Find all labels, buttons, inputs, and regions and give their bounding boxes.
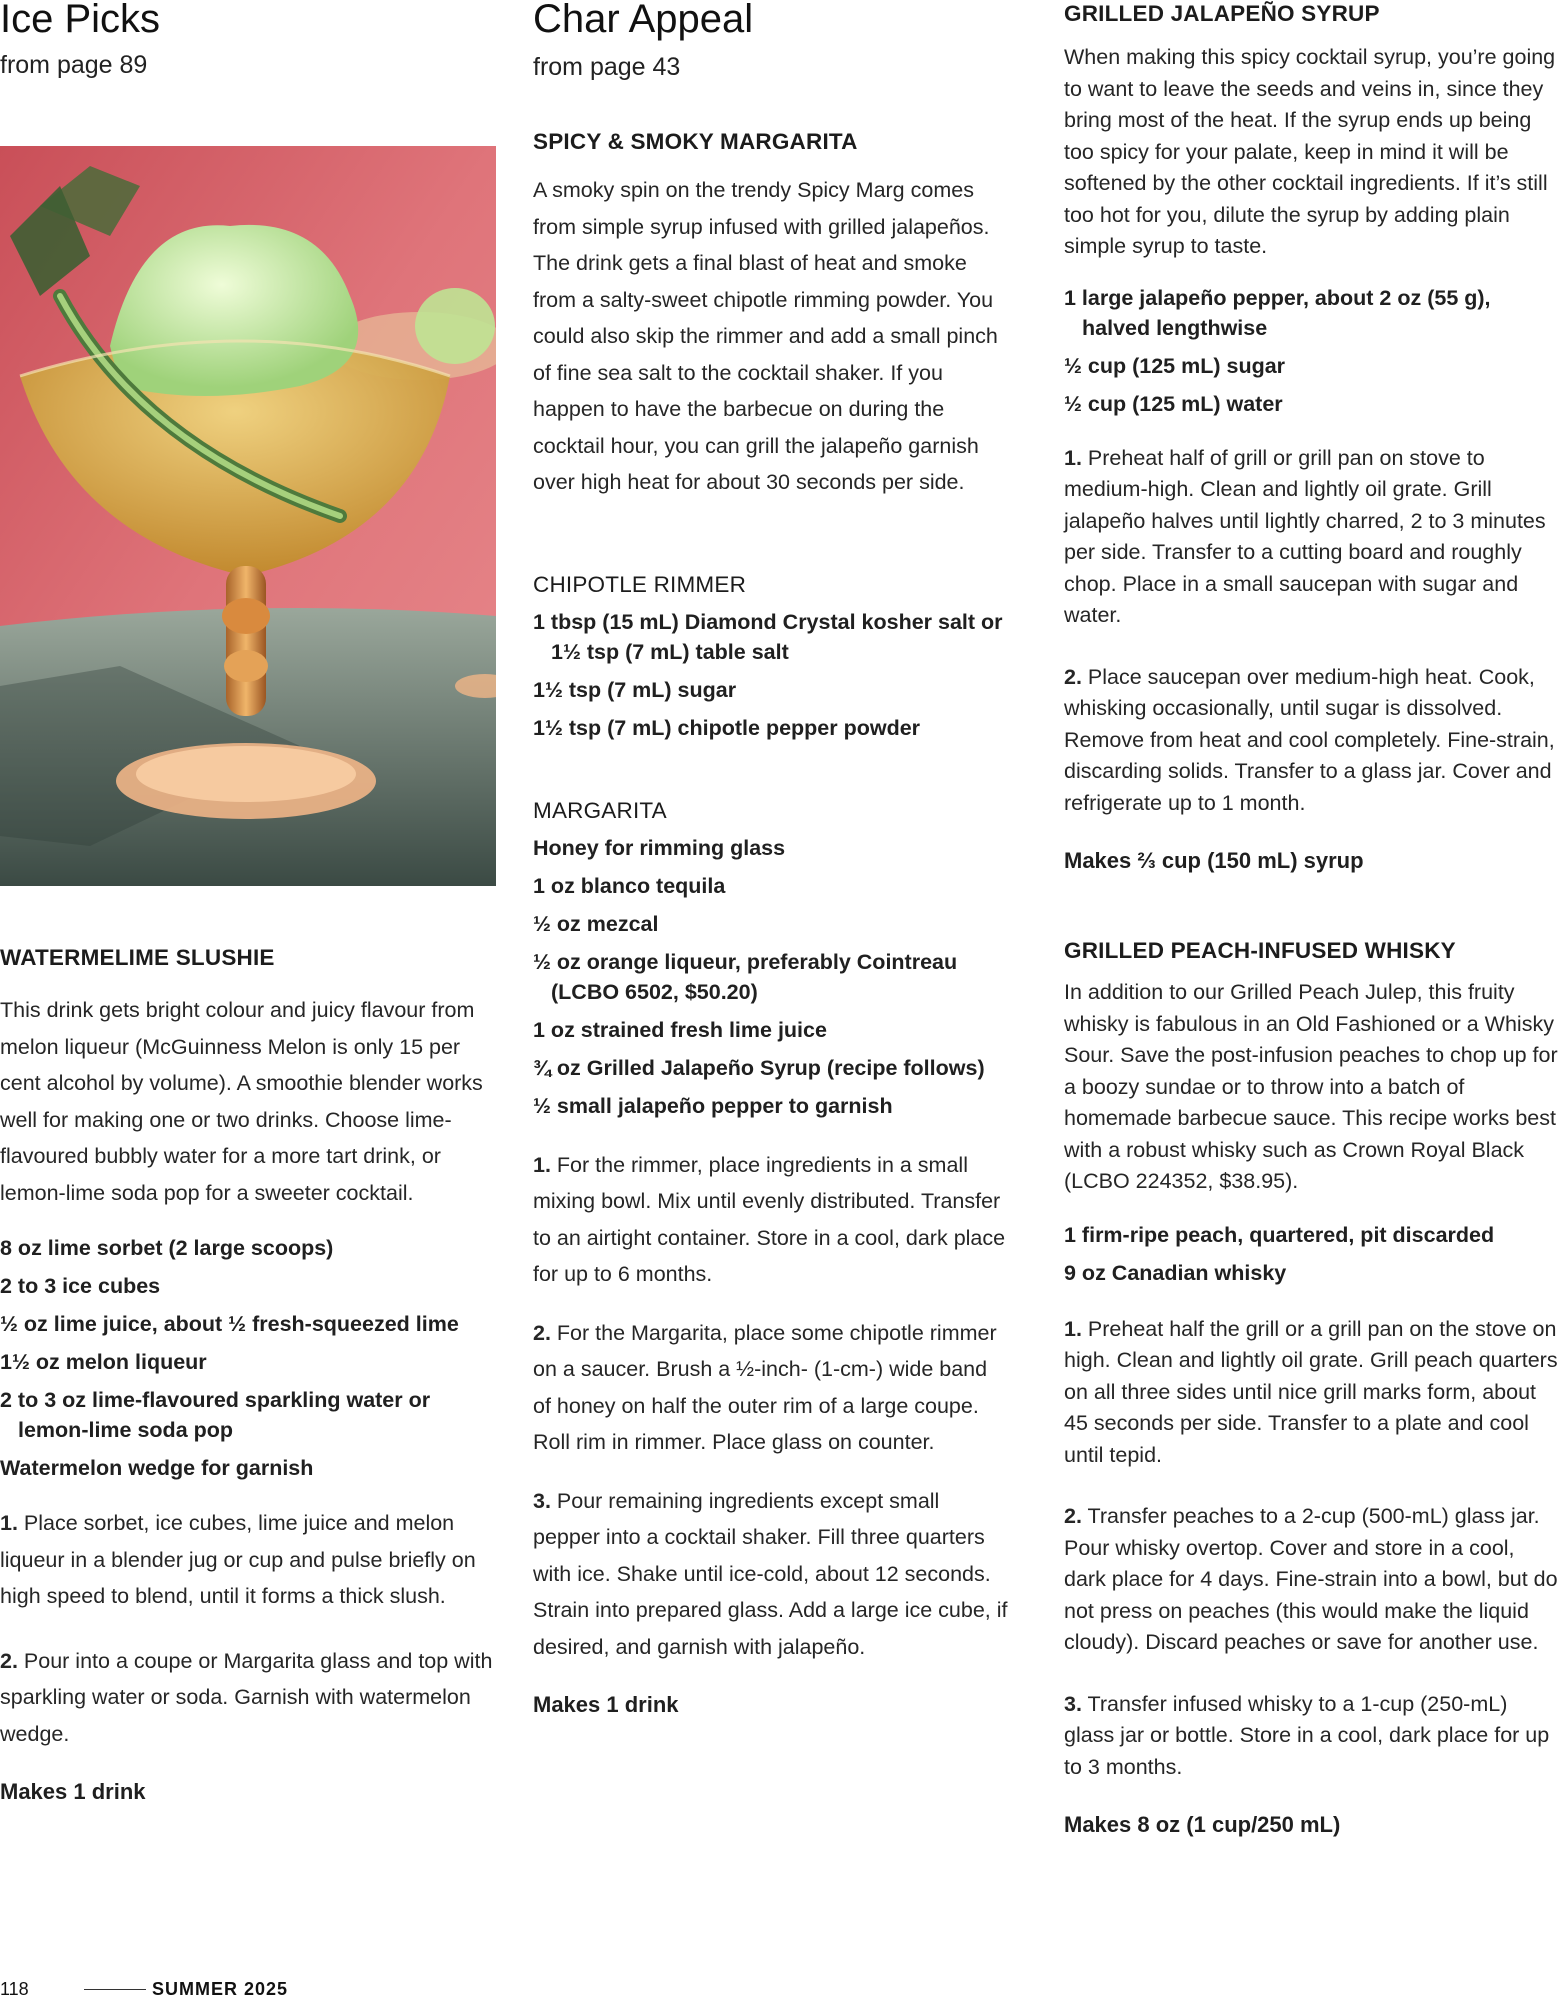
- cocktail-photo: [0, 146, 496, 886]
- method-step: [0, 1643, 496, 1753]
- ingredient-item: Watermelon wedge for garnish: [0, 1456, 314, 1480]
- whisky-ingredient-list: [1064, 1220, 1559, 1288]
- step-text: Pour into a coupe or Margarita glass and top with sparkling water or soda. Garnish with watermelon wedge.: [0, 1648, 493, 1746]
- method-step: [1064, 1314, 1559, 1472]
- yield: Makes ⅔ cup (150 mL) syrup: [1064, 848, 1364, 873]
- step-number: 1.: [533, 1152, 551, 1177]
- column-syrup-and-whisky: [1064, 0, 1559, 1839]
- step-number: 1.: [1064, 445, 1082, 470]
- method-step: [1064, 662, 1559, 820]
- method-step: [533, 1315, 1009, 1461]
- yield: Makes 1 drink: [0, 1779, 146, 1804]
- ingredient-item: ¾ oz Grilled Jalapeño Syrup (recipe follows): [533, 1055, 985, 1080]
- step-number: 1.: [1064, 1316, 1082, 1341]
- page-number: 118: [0, 1978, 29, 1999]
- page-subtitle: from page 43: [533, 53, 681, 81]
- ingredient-item: 1 tbsp (15 mL) Diamond Crystal kosher salt or 1½ tsp (7 mL) table salt: [533, 609, 1003, 664]
- margarita-ingredient-list: [533, 833, 1009, 1121]
- method-step: [533, 1147, 1009, 1293]
- step-text: Place saucepan over medium-high heat. Cook, whisking occasionally, until sugar is dissolved. Remove from heat and cool completely. Fine-strain, discarding solids. Transfer to a glass jar. Cover and refrigerate up to 1 month.: [1064, 664, 1555, 815]
- ingredient-item: ½ small jalapeño pepper to garnish: [533, 1093, 893, 1118]
- recipe-intro: A smoky spin on the trendy Spicy Marg comes from simple syrup infused with grilled jalapeños. The drink gets a final blast of heat and smoke from a salty-sweet chipotle rimming powder. You could also skip the rimmer and add a small pinch of fine sea salt to the cocktail shaker. If you happen to have the barbecue on during the cocktail hour, you can grill the jalapeño garnish over high heat for about 30 seconds per side.: [533, 178, 998, 494]
- step-text: Pour remaining ingredients except small pepper into a cocktail shaker. Fill three quarters with ice. Shake until ice-cold, about 12 seconds. Strain into prepared glass. Add a large ice cube, if desired, and garnish with jalapeño.: [533, 1488, 1008, 1659]
- step-text: Preheat half of grill or grill pan on stove to medium-high. Clean and lightly oil grate. Grill jalapeño halves until lightly charred, 2 to 3 minutes per side. Transfer to a cutting board and roughly chop. Place in a small saucepan with sugar and water.: [1064, 445, 1546, 627]
- ingredient-item: Honey for rimming glass: [533, 835, 786, 860]
- step-number: 1.: [0, 1511, 18, 1535]
- step-text: For the Margarita, place some chipotle rimmer on a saucer. Brush a ½-inch- (1-cm-) wide band of honey on half the outer rim of a large coupe. Roll rim in rimmer. Place glass on counter.: [533, 1320, 997, 1454]
- subhead-margarita: MARGARITA: [533, 797, 667, 823]
- recipe-title-grilled-peach-infused-whisky: GRILLED PEACH-INFUSED WHISKY: [1064, 938, 1456, 963]
- recipe-intro: In addition to our Grilled Peach Julep, this fruity whisky is fabulous in an Old Fashioned or a Whisky Sour. Save the post-infusion peaches to chop up for a boozy sundae or to throw into a batch of homemade barbecue sauce. This recipe works best with a robust whisky such as Crown Royal Black (LCBO 224352, $38.95).: [1064, 980, 1558, 1193]
- ingredient-item: 9 oz Canadian whisky: [1064, 1260, 1287, 1285]
- method-step: [1064, 1689, 1559, 1784]
- method-step: [1064, 1501, 1559, 1659]
- syrup-ingredient-list: [1064, 283, 1559, 419]
- method-step: [533, 1483, 1009, 1666]
- step-number: 2.: [0, 1648, 18, 1673]
- ingredient-item: 1½ oz melon liqueur: [0, 1350, 207, 1374]
- ingredient-item: 8 oz lime sorbet (2 large scoops): [0, 1236, 334, 1260]
- page-title: Ice Picks: [0, 0, 161, 41]
- step-number: 3.: [1064, 1691, 1082, 1716]
- ingredient-item: 2 to 3 ice cubes: [0, 1274, 161, 1298]
- ingredient-item: ½ cup (125 mL) water: [1064, 391, 1283, 416]
- page-subtitle: from page 89: [0, 51, 148, 79]
- ingredient-item: ½ oz mezcal: [533, 911, 659, 936]
- ingredient-item: 1½ tsp (7 mL) sugar: [533, 677, 737, 702]
- page-footer: [0, 1978, 288, 2000]
- step-number: 2.: [1064, 1504, 1082, 1528]
- photo-illustration: [0, 146, 496, 886]
- step-text: Preheat half the grill or a grill pan on the stove on high. Clean and lightly oil grate. Grill peach quarters on all three sides until nice grill marks form, about 45 seconds per side. Transfer to a plate and cool until tepid.: [1064, 1316, 1558, 1467]
- column-ice-picks-recipe: [0, 944, 496, 1806]
- ingredient-list: [0, 1233, 496, 1483]
- subhead-chipotle-rimmer: CHIPOTLE RIMMER: [533, 571, 747, 597]
- ingredient-item: 1 oz strained fresh lime juice: [533, 1017, 827, 1042]
- column-char-appeal: [533, 0, 1009, 1719]
- ingredient-item: 1 large jalapeño pepper, about 2 oz (55 g), halved lengthwise: [1064, 285, 1491, 340]
- ingredient-item: ½ oz lime juice, about ½ fresh-squeezed lime: [0, 1312, 459, 1336]
- ingredient-item: 1 oz blanco tequila: [533, 873, 726, 898]
- step-number: 2.: [533, 1320, 551, 1345]
- method-step: [1064, 443, 1559, 632]
- recipe-intro: When making this spicy cocktail syrup, you’re going to want to leave the seeds and veins in, since they bring most of the heat. If the syrup ends up being too spicy for your palate, keep in mind it will be softened by the other cocktail ingredients. If it’s still too hot for you, dilute the syrup by adding plain simple syrup to taste.: [1064, 45, 1556, 258]
- rimmer-ingredient-list: [533, 607, 1009, 743]
- step-number: 3.: [533, 1488, 551, 1513]
- page-title: Char Appeal: [533, 0, 754, 41]
- recipe-title-spicy-smoky-margarita: SPICY & SMOKY MARGARITA: [533, 129, 858, 154]
- ingredient-item: 2 to 3 oz lime-flavoured sparkling water or lemon-lime soda pop: [0, 1388, 431, 1442]
- method-step: [0, 1505, 496, 1615]
- recipe-intro: This drink gets bright colour and juicy flavour from melon liqueur (McGuinness Melon is only 15 per cent alcohol by volume). A smoothie blender works well for making one or two drinks. Choose lime-flavoured bubbly water for a more tart drink, or lemon-lime soda pop for a sweeter cocktail.: [0, 998, 483, 1205]
- ingredient-item: 1½ tsp (7 mL) chipotle pepper powder: [533, 715, 921, 740]
- step-text: For the rimmer, place ingredients in a small mixing bowl. Mix until evenly distributed. Transfer to an airtight container. Store in a cool, dark place for up to 6 months.: [533, 1152, 1006, 1286]
- step-number: 2.: [1064, 664, 1082, 689]
- yield: Makes 8 oz (1 cup/250 mL): [1064, 1812, 1341, 1837]
- column-ice-picks: [0, 0, 496, 80]
- ingredient-item: ½ cup (125 mL) sugar: [1064, 353, 1286, 378]
- footer-rule: [84, 1989, 146, 1990]
- recipe-title-grilled-jalapeno-syrup: GRILLED JALAPEÑO SYRUP: [1064, 1, 1380, 26]
- issue-label: SUMMER 2025: [152, 1978, 289, 1999]
- recipe-title-watermelime-slushie: WATERMELIME SLUSHIE: [0, 945, 275, 970]
- yield: Makes 1 drink: [533, 1692, 679, 1717]
- ingredient-item: 1 firm-ripe peach, quartered, pit discarded: [1064, 1222, 1495, 1247]
- step-text: Transfer infused whisky to a 1-cup (250-mL) glass jar or bottle. Store in a cool, dark place for up to 3 months.: [1064, 1691, 1550, 1779]
- ingredient-item: ½ oz orange liqueur, preferably Cointreau (LCBO 6502, $50.20): [533, 949, 958, 1004]
- step-text: Place sorbet, ice cubes, lime juice and melon liqueur in a blender jug or cup and pulse briefly on high speed to blend, until it forms a thick slush.: [0, 1511, 476, 1608]
- step-text: Transfer peaches to a 2-cup (500-mL) glass jar. Pour whisky overtop. Cover and store in a cool, dark place for 4 days. Fine-strain into a bowl, but do not press on peaches (this would make the liquid cloudy). Discard peaches or save for another use.: [1064, 1504, 1558, 1654]
